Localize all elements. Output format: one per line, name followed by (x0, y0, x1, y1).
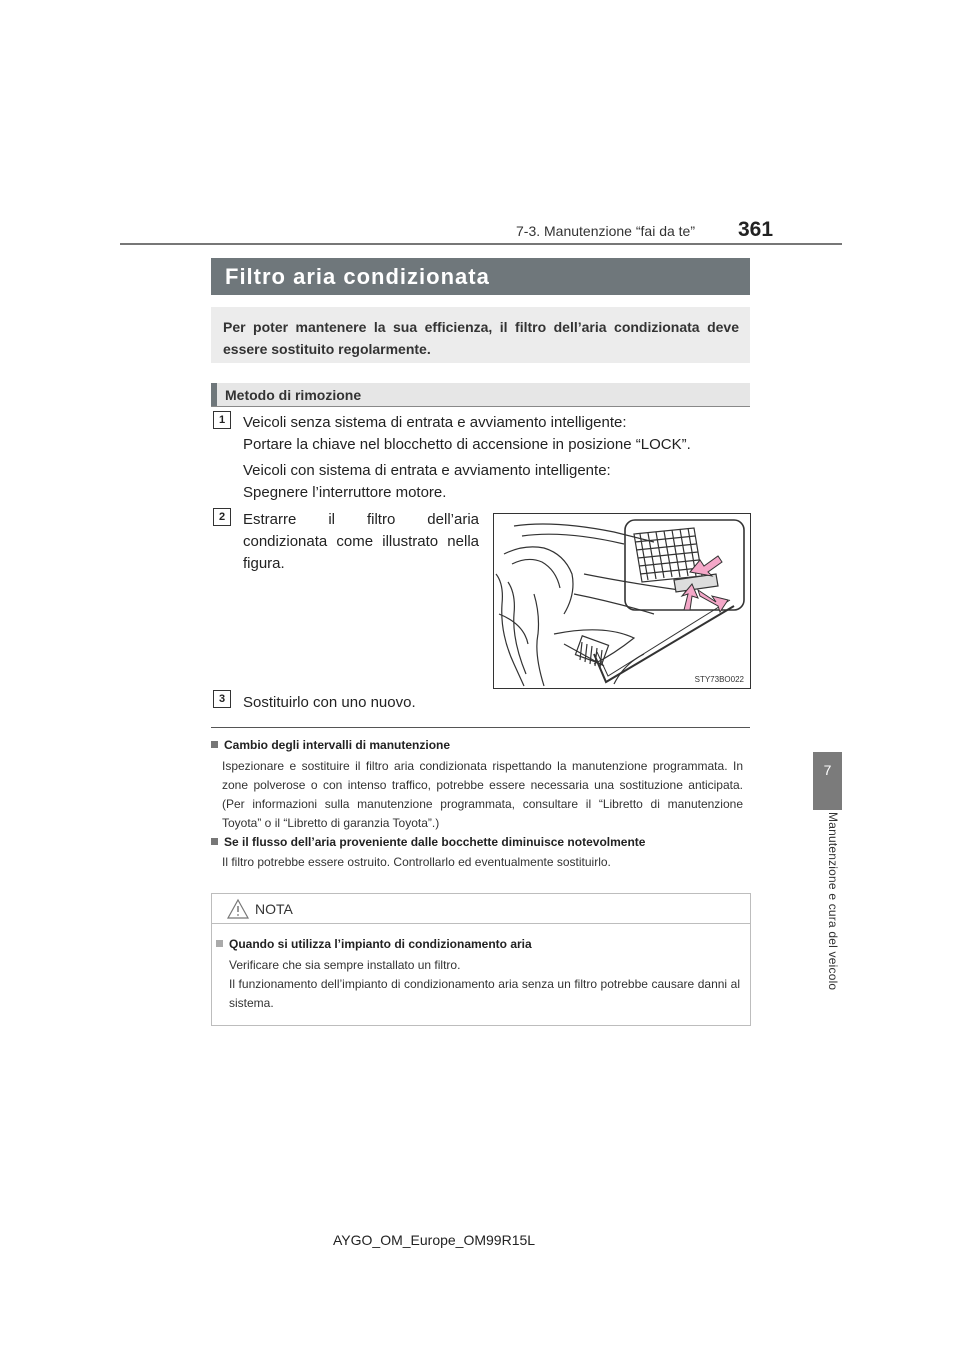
caution-heading: Quando si utilizza l’impianto di condizionamento aria (216, 937, 532, 951)
step-3-line-1: Sostituirlo con uno nuovo. (243, 694, 416, 711)
square-bullet-icon (211, 741, 218, 748)
step-2-line-1: Estrarre il filtro dell’aria (243, 511, 479, 528)
intro-text: Per poter mantenere la sua efficienza, il filtro dell’aria condizionata deve essere sostituito regolarmente. (223, 319, 739, 357)
step-number-2: 2 (213, 508, 231, 526)
note-1-heading: Cambio degli intervalli di manutenzione (211, 738, 450, 752)
figure-code: STY73BO022 (694, 675, 744, 684)
chapter-tab (813, 752, 842, 810)
caution-divider (212, 923, 750, 924)
square-bullet-icon (216, 940, 223, 947)
caution-line-1: Verificare che sia sempre installato un filtro. (229, 958, 461, 972)
document-code: AYGO_OM_Europe_OM99R15L (333, 1232, 536, 1248)
step-1-line-1: Veicoli senza sistema di entrata e avviamento intelligente: (243, 414, 627, 431)
notes-divider (211, 727, 750, 728)
filter-removal-illustration (493, 513, 751, 689)
section-title: 7-3. Manutenzione “fai da te” (516, 223, 695, 239)
chapter-label: Manutenzione e cura del veicolo (826, 812, 840, 991)
chapter-number: 7 (823, 762, 832, 778)
square-bullet-icon (211, 838, 218, 845)
note-2-heading: Se il flusso dell’aria proveniente dalle bocchette diminuisce notevolmente (211, 835, 645, 849)
caution-box (211, 893, 751, 1026)
heading-accent-bar (211, 383, 217, 406)
header-divider (120, 243, 842, 245)
subsection-title: Metodo di rimozione (225, 387, 362, 403)
subsection-heading (211, 383, 750, 406)
step-1-line-3: Veicoli con sistema di entrata e avviamento intelligente: (243, 462, 611, 479)
step-2-line-2: condizionata come illustrato nella (243, 533, 479, 550)
warning-triangle-icon (226, 898, 250, 920)
page-number: 361 (738, 218, 774, 241)
step-2-line-3: figura. (243, 555, 285, 572)
page-title: Filtro aria condizionata (225, 264, 490, 289)
dashboard-drawing (494, 514, 750, 688)
note-1-body: Ispezionare e sostituire il filtro aria condizionata rispettando la manutenzione programmata. In zone polverose o con intenso traffico, potrebbe essere necessaria una sostituzione anticipata. (Per informazioni sulla manutenzione programmata, consultare il “Libretto di manutenzione Toyota” o il “Libretto di garanzia Toyota”.) (222, 759, 743, 830)
subsection-divider (211, 406, 750, 407)
caution-label: NOTA (255, 901, 293, 917)
step-1-line-4: Spegnere l’interruttore motore. (243, 484, 447, 501)
section-heading (211, 258, 750, 295)
caution-line-2: Il funzionamento dell’impianto di condizionamento aria senza un filtro potrebbe causare danni al sistema. (229, 977, 740, 1010)
note-2-body: Il filtro potrebbe essere ostruito. Controllarlo ed eventualmente sostituirlo. (222, 855, 611, 869)
intro-box (211, 307, 750, 363)
step-number-3: 3 (213, 690, 231, 708)
step-1-line-2: Portare la chiave nel blocchetto di accensione in posizione “LOCK”. (243, 436, 691, 453)
step-number-1: 1 (213, 411, 231, 429)
